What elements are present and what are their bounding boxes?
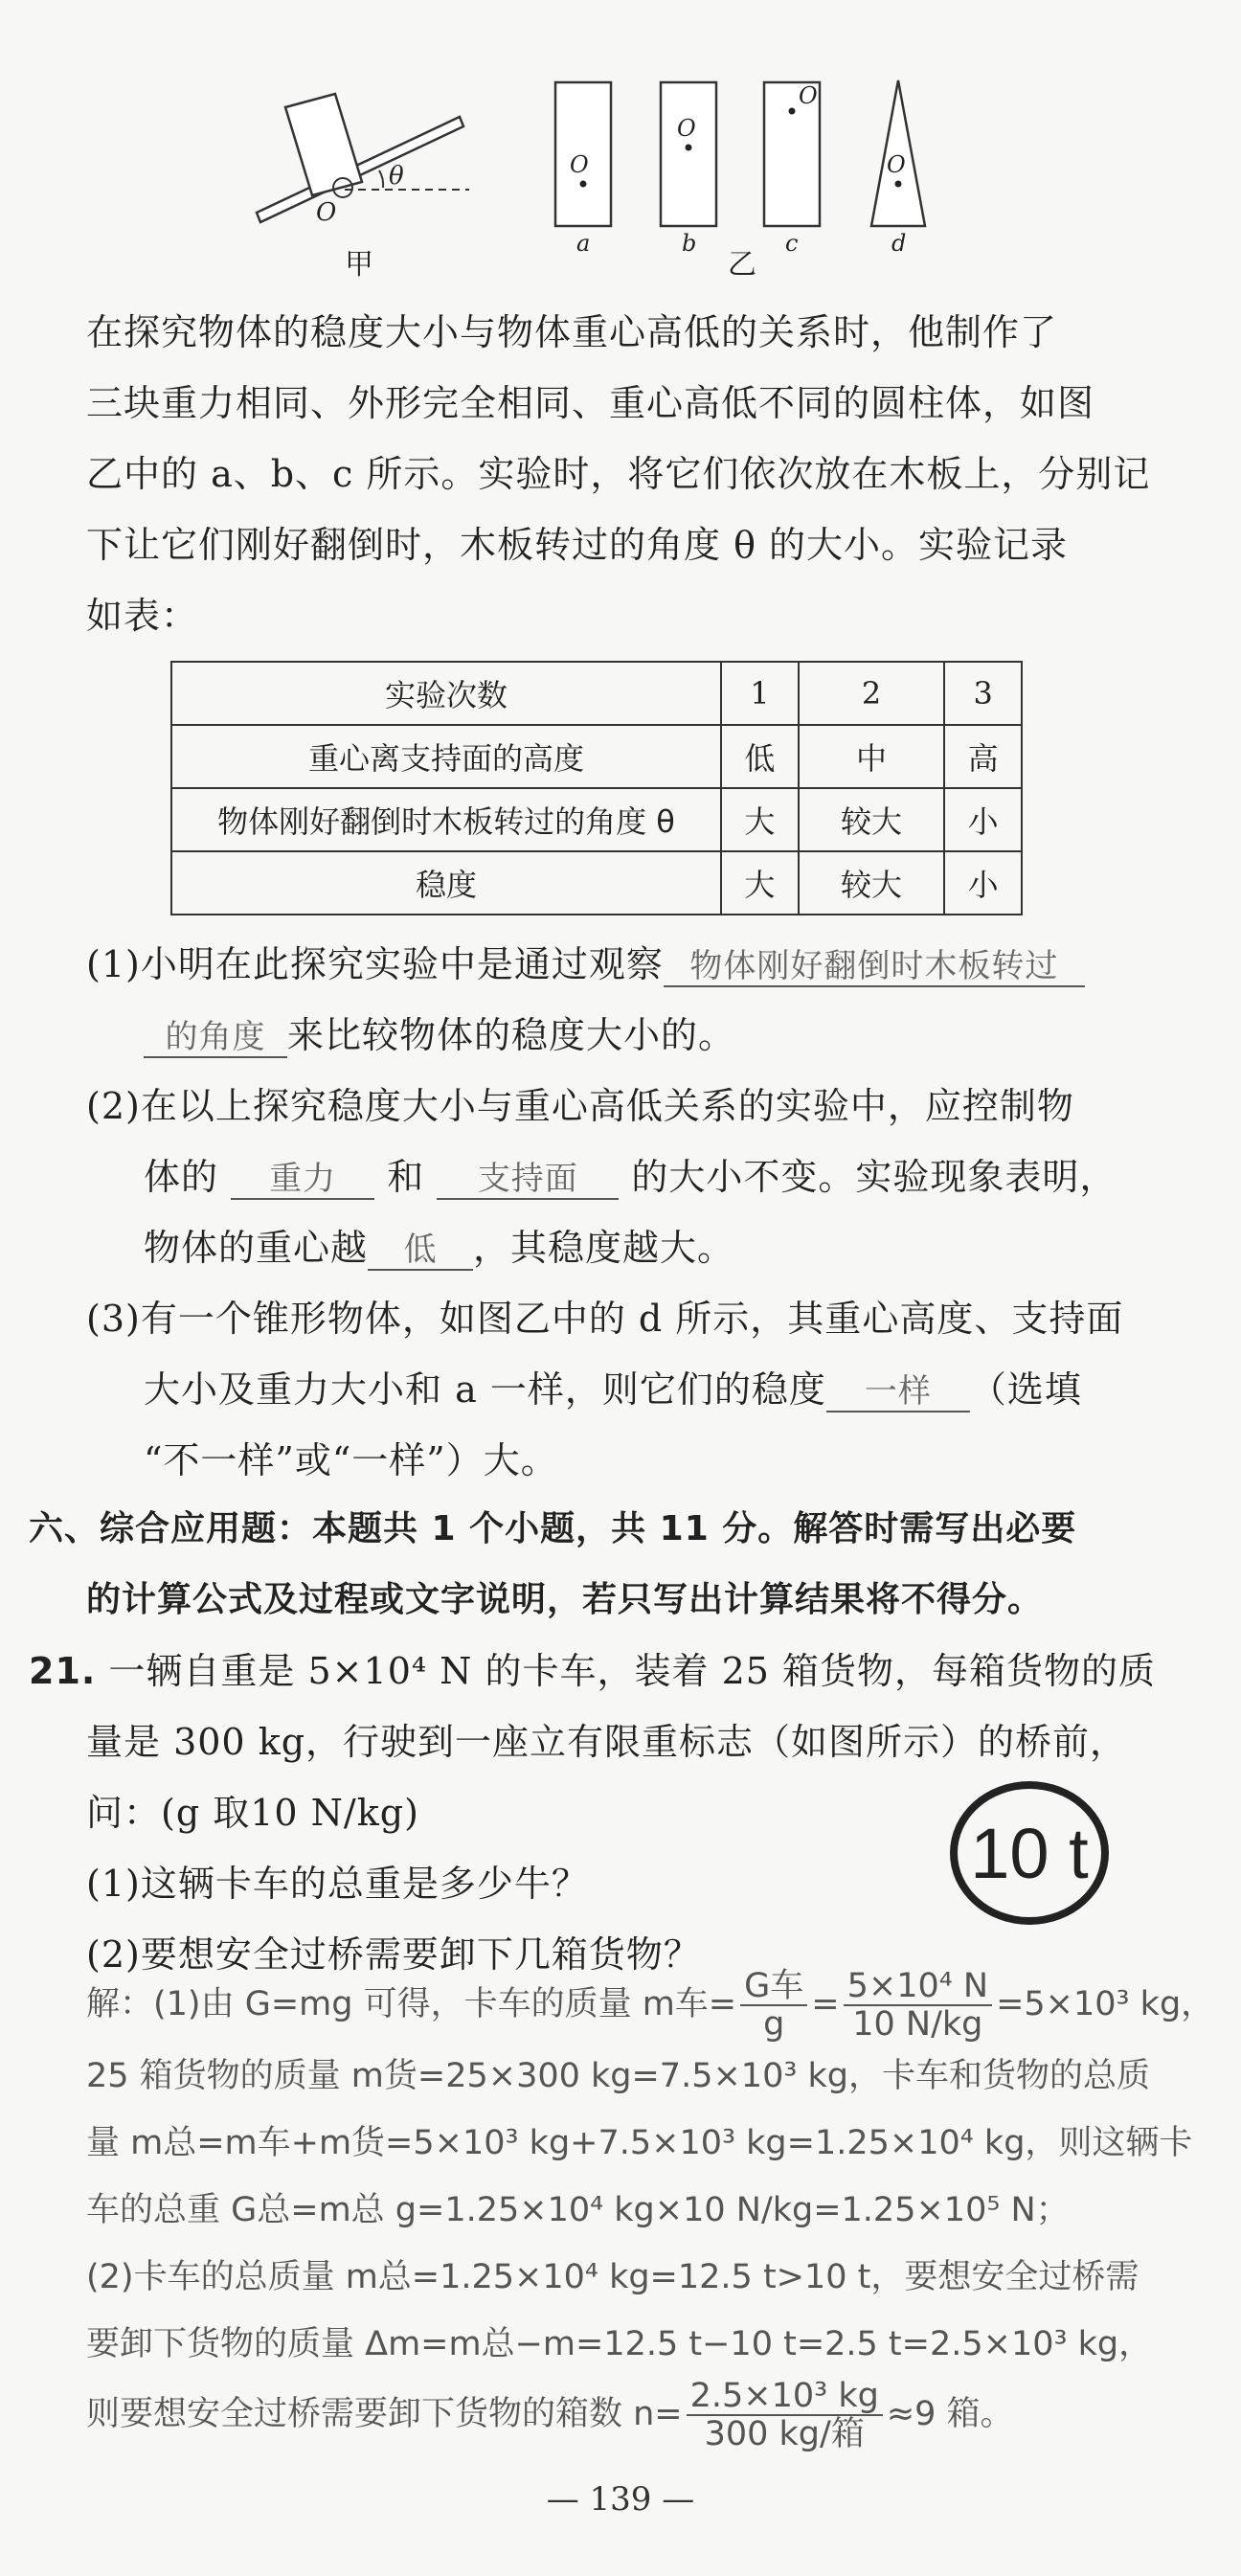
svg-text:O: O (887, 151, 906, 178)
svg-text:O: O (799, 82, 818, 109)
solution-block (86, 1968, 1216, 2452)
intro-line: 在探究物体的稳度大小与物体重心高低的关系时，他制作了 (86, 311, 1058, 353)
svg-text:O: O (677, 115, 696, 142)
fraction: $\frac{\text{5×10⁴ N}}{10 N/kg}$ (844, 1968, 992, 2043)
solution-line: 则要想安全过桥需要卸下货物的箱数 n= $\frac{\text{2.5×10³ kg}}{\text{300 kg/箱}}$ ≈9 箱。 (86, 2377, 1014, 2453)
fraction: $\frac{\text{G车}}{g}$ (740, 1968, 807, 2043)
answer-blank: 的角度 (144, 1018, 287, 1058)
intro-line: 乙中的 a、b、c 所示。实验时，将它们依次放在木板上，分别记 (86, 453, 1151, 495)
table-row: 物体刚好翻倒时木板转过的角度 θ 大 较大 小 (171, 788, 1022, 851)
table-row: 重心离支持面的高度 低 中 高 (171, 725, 1022, 788)
intro-line: 下让它们刚好翻倒时，木板转过的角度 θ 的大小。实验记录 (86, 524, 1069, 566)
question-1: (1)小明在此探究实验中是通过观察 物体刚好翻倒时木板转过 的角度 来比较物体的稳度大小的。 (86, 929, 1197, 1071)
weight-limit-sign (950, 1781, 1109, 1925)
figure-label-jia: 甲 (345, 248, 373, 282)
figure-board-and-blocks (239, 67, 967, 287)
experiment-table (170, 661, 1023, 915)
fraction: $\frac{\text{2.5×10³ kg}}{\text{300 kg/箱}}$ (687, 2378, 883, 2452)
section-6-heading: 六、综合应用题：本题共 1 个小题，共 11 分。解答时需写出必要 的计算公式及过程或文字说明，若只写出计算结果将不得分。 (29, 1509, 1077, 1619)
pivot-label: O (316, 198, 337, 227)
answer-blank: 一样 (826, 1372, 970, 1412)
block-label-c: c (785, 230, 799, 257)
question-number: 21. (29, 1650, 97, 1692)
weight-limit-text: 10 t (970, 1813, 1089, 1893)
answer-blank: 物体刚好翻倒时木板转过 (664, 947, 1085, 987)
figure-jia (257, 94, 469, 282)
solution-line: 量 m总=m车+m货=5×10³ kg+7.5×10³ kg=1.25×10⁴ kg，则这辆卡 (86, 2124, 1193, 2162)
solution-line: 25 箱货物的质量 m货=25×300 kg=7.5×10³ kg，卡车和货物的总质 (86, 2057, 1150, 2095)
intro-line: 三块重力相同、外形完全相同、重心高低不同的圆柱体，如图 (86, 382, 1095, 424)
solution-line: 解：(1)由 G=mg 可得，卡车的质量 m车= $\frac{\text{G车}}{g}$ = $\frac{\text{5×10⁴ N}}{10 N/kg}$ =5×10³ kg， (86, 1967, 1215, 2044)
question-21: 21. 一辆自重是 5×10⁴ N 的卡车，装着 25 箱货物，每箱货物的质 量是 300 kg，行驶到一座立有限重标志（如图所示）的桥前， 问：(g 取10 N/kg) (1)这辆卡车的总重是多少牛？ (2)要想安全过桥需要卸下几箱货物？ (29, 1650, 1157, 1976)
figure-yi (555, 80, 925, 282)
question-3: (3)有一个锥形物体，如图乙中的 d 所示，其重心高度、支持面 大小及重力大小和 a 一样，则它们的稳度 一样 （选填 “不一样”或“一样”）大。 (86, 1298, 1124, 1481)
solution-line: 车的总重 G总=m总 g=1.25×10⁴ kg×10 N/kg=1.25×10⁵ N； (86, 2191, 1070, 2229)
solution-line: (2)卡车的总质量 m总=1.25×10⁴ kg=12.5 t>10 t，要想安全过桥需 (86, 2258, 1139, 2296)
angle-label: θ (389, 162, 404, 191)
answer-blank: 重力 (231, 1160, 374, 1200)
solution-line: 要卸下货物的质量 Δm=m总−m=12.5 t−10 t=2.5 t=2.5×10³ kg， (86, 2325, 1153, 2363)
block-label-b: b (682, 230, 697, 257)
block-label-d: d (891, 230, 907, 257)
intro-paragraph (86, 297, 1187, 651)
page-number: — 139 — (546, 2480, 695, 2519)
answer-blank: 支持面 (437, 1160, 619, 1200)
svg-text:O: O (570, 151, 589, 178)
table-row: 实验次数 1 2 3 (171, 662, 1022, 725)
table-row: 稳度 大 较大 小 (171, 851, 1022, 915)
intro-line: 如表： (86, 595, 199, 637)
figure-label-yi: 乙 (728, 248, 756, 282)
block-label-a: a (576, 230, 591, 257)
question-2: (2)在以上探究稳度大小与重心高低关系的实验中，应控制物 体的 重力 和 支持面 的大小不变。实验现象表明， 物体的重心越 低 ，其稳度越大。 (86, 1085, 1117, 1269)
answer-blank: 低 (368, 1231, 473, 1271)
